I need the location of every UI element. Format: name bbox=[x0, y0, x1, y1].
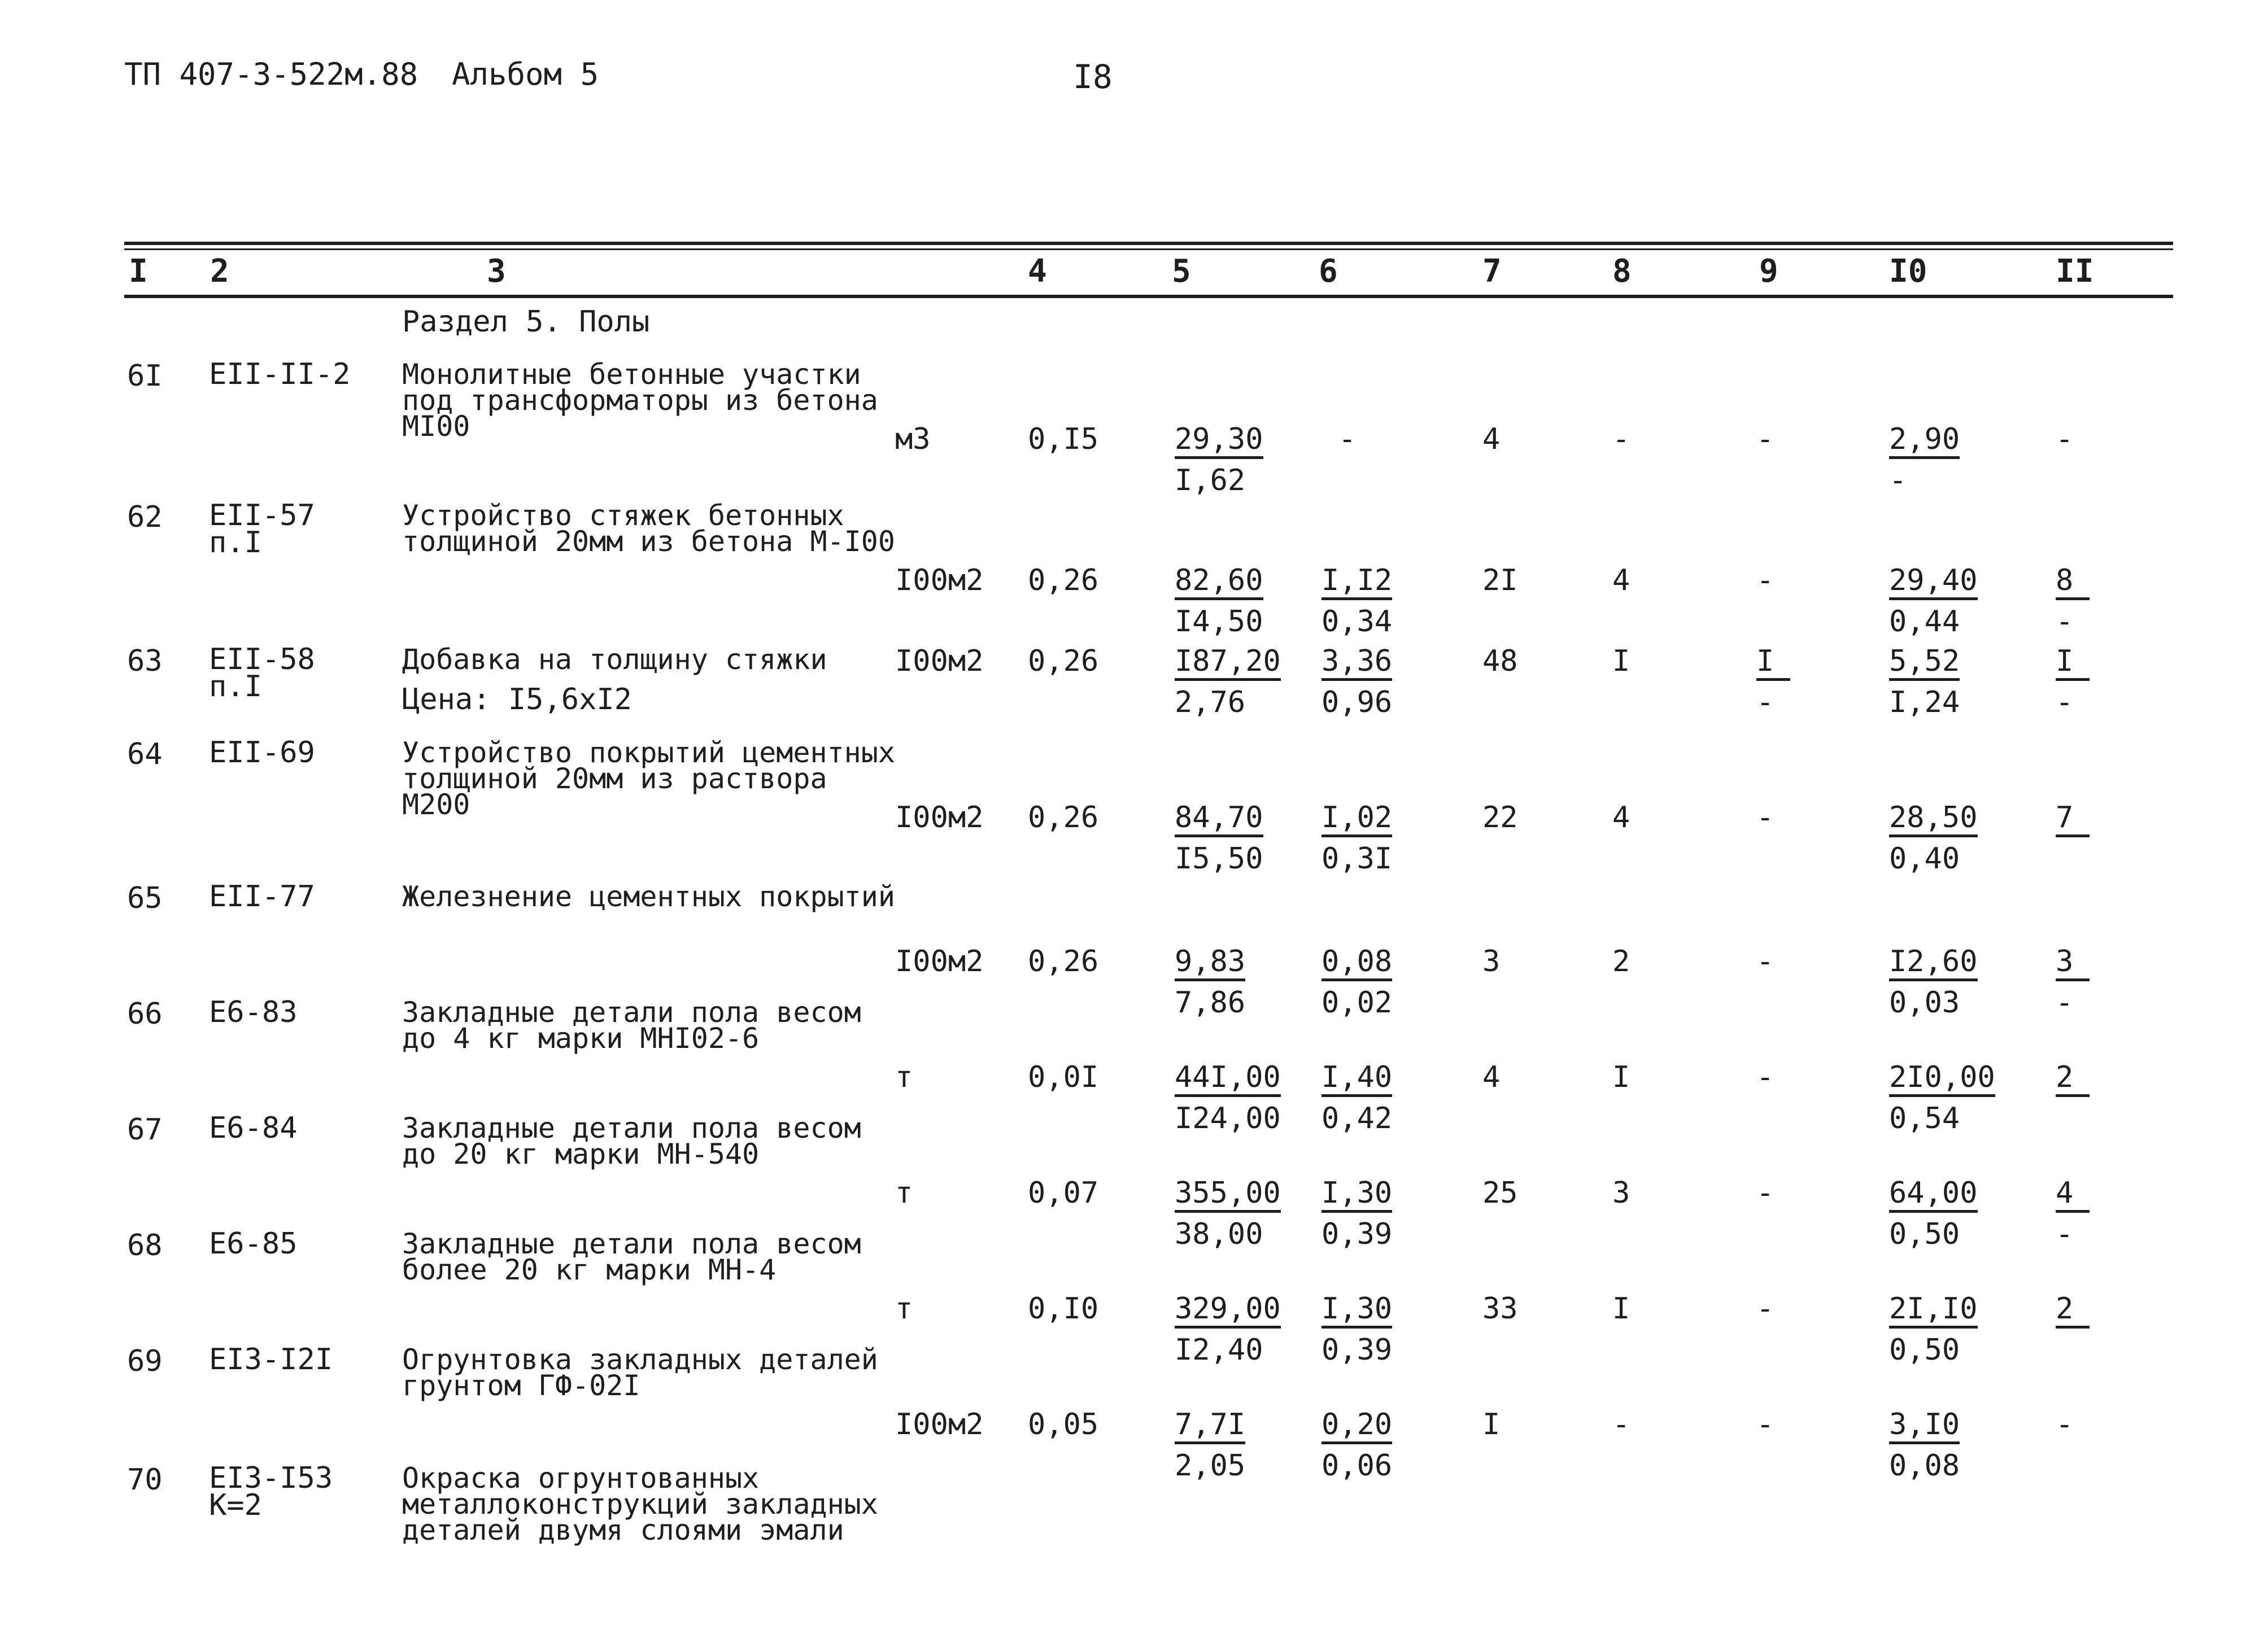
col10-value-numerator: 2I,I0 bbox=[1889, 1294, 1978, 1329]
row-number: 69 bbox=[127, 1344, 163, 1378]
section-title: Раздел 5. Полы bbox=[402, 305, 650, 339]
col9-value-denominator: - bbox=[1756, 685, 1774, 719]
rate-code: E6-83 bbox=[209, 995, 298, 1029]
col11-value-numerator: 7 bbox=[2056, 803, 2090, 837]
col7-value: 25 bbox=[1482, 1176, 1518, 1210]
col11-value-denominator bbox=[2056, 844, 2090, 873]
col10-value-denominator: 0,50 bbox=[1889, 1333, 1960, 1367]
column-header-10: I0 bbox=[1889, 253, 1927, 290]
col5-value bbox=[1175, 801, 1263, 876]
work-description: Закладные детали пола весом более 20 кг марки MH-4 bbox=[402, 1227, 861, 1286]
col10-value-numerator: 64,00 bbox=[1889, 1178, 1978, 1213]
unit: т bbox=[895, 1176, 913, 1210]
col7-value: 4 bbox=[1482, 1060, 1501, 1094]
col5-value-numerator: 44I,00 bbox=[1175, 1063, 1281, 1097]
column-header-2: 2 bbox=[210, 253, 229, 290]
document-code: ТП 407-3-522м.88 bbox=[124, 56, 418, 92]
row-number: 66 bbox=[127, 997, 163, 1031]
col8-value: 3 bbox=[1612, 1176, 1630, 1210]
quantity: 0,05 bbox=[1028, 1408, 1099, 1441]
col9-value: - bbox=[1756, 1292, 1774, 1326]
col10-value-denominator: 0,40 bbox=[1889, 842, 1960, 876]
page-number: I8 bbox=[1073, 58, 1113, 96]
col9-value: - bbox=[1756, 945, 1774, 978]
work-description: Устройство стяжек бетонных толщиной 20мм из бетона M-I00 bbox=[402, 499, 895, 558]
price-note: Цена: I5,6xI2 bbox=[402, 683, 632, 716]
work-description: Устройство покрытий цементных толщиной 20мм из раствора M200 bbox=[402, 736, 895, 821]
col9-value-numerator: I bbox=[1756, 646, 1790, 681]
col11-value-numerator: 3 bbox=[2056, 947, 2090, 981]
quantity: 0,26 bbox=[1028, 644, 1099, 678]
col6-value bbox=[1321, 945, 1393, 1020]
unit: I00м2 bbox=[895, 945, 984, 978]
unit: I00м2 bbox=[895, 563, 984, 597]
col6-value-numerator: 0,08 bbox=[1321, 947, 1392, 981]
col5-value bbox=[1175, 1060, 1281, 1135]
col6-value bbox=[1321, 563, 1393, 639]
col5-value bbox=[1175, 1178, 1281, 1249]
col10-value-denominator: 0,08 bbox=[1889, 1449, 1960, 1483]
col10-value-numerator: 3,I0 bbox=[1889, 1410, 1960, 1444]
col5-value bbox=[1175, 1294, 1281, 1365]
col9-value: - bbox=[1756, 1060, 1774, 1094]
col11-value-numerator: 2 bbox=[2056, 1294, 2090, 1329]
quantity: 0,26 bbox=[1028, 945, 1099, 978]
col6-value-denominator: 0,3I bbox=[1321, 842, 1393, 876]
unit: I00м2 bbox=[895, 644, 984, 678]
column-header-5: 5 bbox=[1172, 253, 1191, 290]
col5-value-numerator: 355,00 bbox=[1175, 1178, 1281, 1213]
col9-value: - bbox=[1756, 1176, 1774, 1210]
col8-value: I bbox=[1612, 644, 1630, 678]
col10-value bbox=[1889, 422, 1960, 497]
col9-value bbox=[1756, 646, 1790, 717]
col10-value bbox=[1889, 1178, 1978, 1249]
col6-value-numerator: I,30 bbox=[1321, 1294, 1392, 1329]
col10-value bbox=[1889, 801, 1978, 876]
rate-code: EI3-I2I bbox=[209, 1343, 333, 1377]
col11-value-numerator: 4 bbox=[2056, 1178, 2090, 1213]
col6-value-denominator: 0,06 bbox=[1321, 1449, 1393, 1483]
col5-value-denominator: I,62 bbox=[1175, 464, 1246, 497]
quantity: 0,I5 bbox=[1028, 422, 1099, 456]
col11-value bbox=[2056, 1178, 2090, 1249]
col6-value-denominator: 0,34 bbox=[1321, 605, 1393, 639]
column-header-6: 6 bbox=[1319, 253, 1338, 290]
col11-value bbox=[2056, 803, 2090, 873]
col8-value: - bbox=[1612, 1408, 1630, 1441]
col5-value-denominator: I2,40 bbox=[1175, 1333, 1263, 1367]
unit: м3 bbox=[895, 422, 931, 456]
col8-value: - bbox=[1612, 422, 1630, 456]
work-description: Огрунтовка закладных деталей грунтом ГФ-02I bbox=[402, 1343, 878, 1402]
col5-value-numerator: I87,20 bbox=[1175, 646, 1281, 681]
col5-value bbox=[1175, 563, 1263, 639]
col5-value-denominator: I4,50 bbox=[1175, 605, 1263, 639]
col5-value-numerator: 84,70 bbox=[1175, 803, 1263, 837]
quantity: 0,I0 bbox=[1028, 1292, 1099, 1326]
col11-value bbox=[2056, 1060, 2090, 1133]
rate-code: EII-69 bbox=[209, 736, 315, 770]
col10-value-denominator: - bbox=[1889, 464, 1907, 497]
col8-value: 2 bbox=[1612, 945, 1630, 978]
work-description: Закладные детали пола весом до 4 кг марки MHI02-6 bbox=[402, 996, 861, 1055]
col11-value bbox=[2056, 1294, 2090, 1365]
col6-value-numerator: I,02 bbox=[1321, 803, 1392, 837]
quantity: 0,26 bbox=[1028, 563, 1099, 597]
col10-value-numerator: 29,40 bbox=[1889, 566, 1978, 600]
col5-value bbox=[1175, 1408, 1246, 1483]
col6-value-numerator: 3,36 bbox=[1321, 646, 1392, 681]
album-label: Альбом 5 bbox=[452, 56, 599, 92]
col9-value: - bbox=[1756, 563, 1774, 597]
col6-value bbox=[1321, 1408, 1393, 1483]
row-number: 67 bbox=[127, 1113, 163, 1147]
col5-value-denominator: I24,00 bbox=[1175, 1102, 1281, 1135]
col10-value-numerator: 2I0,00 bbox=[1889, 1063, 1995, 1097]
col9-value: - bbox=[1756, 801, 1774, 835]
col11-value bbox=[2056, 646, 2090, 717]
col11-value bbox=[2056, 945, 2090, 1020]
column-header-4: 4 bbox=[1028, 253, 1047, 290]
work-description: Окраска огрунтованных металлоконструкций закладных деталей двумя слоями эмали bbox=[402, 1462, 878, 1546]
col10-value-denominator: 0,54 bbox=[1889, 1102, 1960, 1135]
column-header-1: I bbox=[129, 253, 148, 290]
row-number: 65 bbox=[127, 881, 163, 915]
col10-value-numerator: 5,52 bbox=[1889, 646, 1960, 681]
col7-value: 48 bbox=[1482, 644, 1518, 678]
col6-value-numerator: 0,20 bbox=[1321, 1410, 1392, 1444]
col11-value-denominator bbox=[2056, 1335, 2090, 1365]
col6-value-numerator: I,40 bbox=[1321, 1063, 1392, 1097]
col7-value: I bbox=[1482, 1408, 1501, 1441]
col5-value-denominator: 38,00 bbox=[1175, 1217, 1263, 1251]
quantity: 0,07 bbox=[1028, 1176, 1099, 1210]
col10-value-denominator: 0,50 bbox=[1889, 1217, 1960, 1251]
rate-code: EII-57 п.I bbox=[209, 499, 315, 560]
col11-value bbox=[2056, 563, 2090, 639]
table-top-rule bbox=[124, 242, 2173, 245]
col5-value-denominator: 7,86 bbox=[1175, 986, 1246, 1020]
col7-value: 22 bbox=[1482, 801, 1518, 835]
col10-value-numerator: 28,50 bbox=[1889, 803, 1978, 837]
col8-value: I bbox=[1612, 1292, 1630, 1326]
unit: I00м2 bbox=[895, 1408, 984, 1441]
col5-value-numerator: 29,30 bbox=[1175, 425, 1263, 459]
col10-value-denominator: I,24 bbox=[1889, 685, 1960, 719]
header-bottom-rule bbox=[124, 295, 2173, 298]
col6-value bbox=[1321, 801, 1393, 876]
row-number: 62 bbox=[127, 500, 163, 534]
column-header-3: 3 bbox=[487, 253, 506, 290]
col10-value bbox=[1889, 945, 1978, 1020]
col11-value-denominator bbox=[2056, 1104, 2090, 1133]
col8-value: 4 bbox=[1612, 801, 1630, 835]
col9-value: - bbox=[1756, 422, 1774, 456]
col11-value-denominator: - bbox=[2056, 986, 2074, 1020]
unit: т bbox=[895, 1292, 913, 1326]
col6-value: - bbox=[1338, 422, 1357, 456]
col5-value-numerator: 7,7I bbox=[1175, 1410, 1245, 1444]
col11-value-numerator: 2 bbox=[2056, 1063, 2090, 1097]
col11-value-denominator: - bbox=[2056, 605, 2074, 639]
row-number: 70 bbox=[127, 1463, 163, 1497]
work-description: Закладные детали пола весом до 20 кг марки MH-540 bbox=[402, 1112, 861, 1170]
col8-value: 4 bbox=[1612, 563, 1630, 597]
col10-value-denominator: 0,44 bbox=[1889, 605, 1960, 639]
col5-value-denominator: I5,50 bbox=[1175, 842, 1263, 876]
unit: т bbox=[895, 1060, 913, 1094]
column-header-9: 9 bbox=[1759, 253, 1778, 290]
col10-value bbox=[1889, 646, 1960, 717]
quantity: 0,0I bbox=[1028, 1060, 1099, 1094]
row-number: 6I bbox=[127, 359, 163, 393]
col11-value-numerator: I bbox=[2056, 646, 2090, 681]
col10-value bbox=[1889, 1294, 1978, 1365]
col6-value bbox=[1321, 1294, 1392, 1365]
col11-value-denominator: - bbox=[2056, 1217, 2074, 1251]
col7-value: 2I bbox=[1482, 563, 1518, 597]
col10-value-numerator: I2,60 bbox=[1889, 947, 1978, 981]
column-header-11: II bbox=[2056, 253, 2094, 290]
col6-value-numerator: I,I2 bbox=[1321, 566, 1392, 600]
rate-code: EI3-I53 K=2 bbox=[209, 1461, 333, 1522]
work-description: Железнение цементных покрытий bbox=[402, 880, 895, 913]
row-number: 64 bbox=[127, 737, 163, 771]
col5-value-denominator: 2,76 bbox=[1175, 685, 1246, 719]
col5-value-numerator: 82,60 bbox=[1175, 566, 1263, 600]
col7-value: 3 bbox=[1482, 945, 1501, 978]
work-description: Добавка на толщину стяжки bbox=[402, 643, 827, 676]
work-description: Монолитные бетонные участки под трансформаторы из бетона MI00 bbox=[402, 358, 878, 443]
col5-value bbox=[1175, 646, 1281, 717]
col6-value-denominator: 0,42 bbox=[1321, 1102, 1393, 1135]
col7-value: 33 bbox=[1482, 1292, 1518, 1326]
rate-code: E6-85 bbox=[209, 1227, 298, 1261]
col11-value-denominator: - bbox=[2056, 685, 2074, 719]
col5-value bbox=[1175, 945, 1246, 1020]
col10-value-numerator: 2,90 bbox=[1889, 425, 1960, 459]
col6-value bbox=[1321, 1178, 1392, 1249]
row-number: 68 bbox=[127, 1229, 163, 1262]
col6-value-numerator: I,30 bbox=[1321, 1178, 1392, 1213]
col10-value-denominator: 0,03 bbox=[1889, 986, 1960, 1020]
col8-value: I bbox=[1612, 1060, 1630, 1094]
row-number: 63 bbox=[127, 644, 163, 678]
col11-value: - bbox=[2056, 1408, 2074, 1441]
rate-code: E6-84 bbox=[209, 1111, 298, 1145]
col11-value-numerator: 8 bbox=[2056, 566, 2090, 600]
col6-value-denominator: 0,96 bbox=[1321, 685, 1393, 719]
col10-value bbox=[1889, 1060, 1995, 1135]
col6-value bbox=[1321, 646, 1392, 717]
col7-value: 4 bbox=[1482, 422, 1501, 456]
rate-code: EII-58 п.I bbox=[209, 643, 315, 704]
col9-value: - bbox=[1756, 1408, 1774, 1441]
col10-value bbox=[1889, 563, 1978, 639]
unit: I00м2 bbox=[895, 801, 984, 835]
col5-value bbox=[1175, 422, 1263, 497]
table-top-rule-thin bbox=[124, 248, 2173, 250]
col5-value-numerator: 329,00 bbox=[1175, 1294, 1281, 1329]
column-header-8: 8 bbox=[1612, 253, 1632, 290]
col10-value bbox=[1889, 1408, 1960, 1483]
col11-value: - bbox=[2056, 422, 2074, 456]
col6-value bbox=[1321, 1060, 1393, 1135]
quantity: 0,26 bbox=[1028, 801, 1099, 835]
col5-value-denominator: 2,05 bbox=[1175, 1449, 1246, 1483]
rate-code: EII-77 bbox=[209, 880, 315, 914]
col6-value-denominator: 0,39 bbox=[1321, 1333, 1393, 1367]
col6-value-denominator: 0,02 bbox=[1321, 986, 1393, 1020]
rate-code: EII-II-2 bbox=[209, 357, 351, 391]
col5-value-numerator: 9,83 bbox=[1175, 947, 1245, 981]
col6-value-denominator: 0,39 bbox=[1321, 1217, 1393, 1251]
column-header-7: 7 bbox=[1482, 253, 1502, 290]
